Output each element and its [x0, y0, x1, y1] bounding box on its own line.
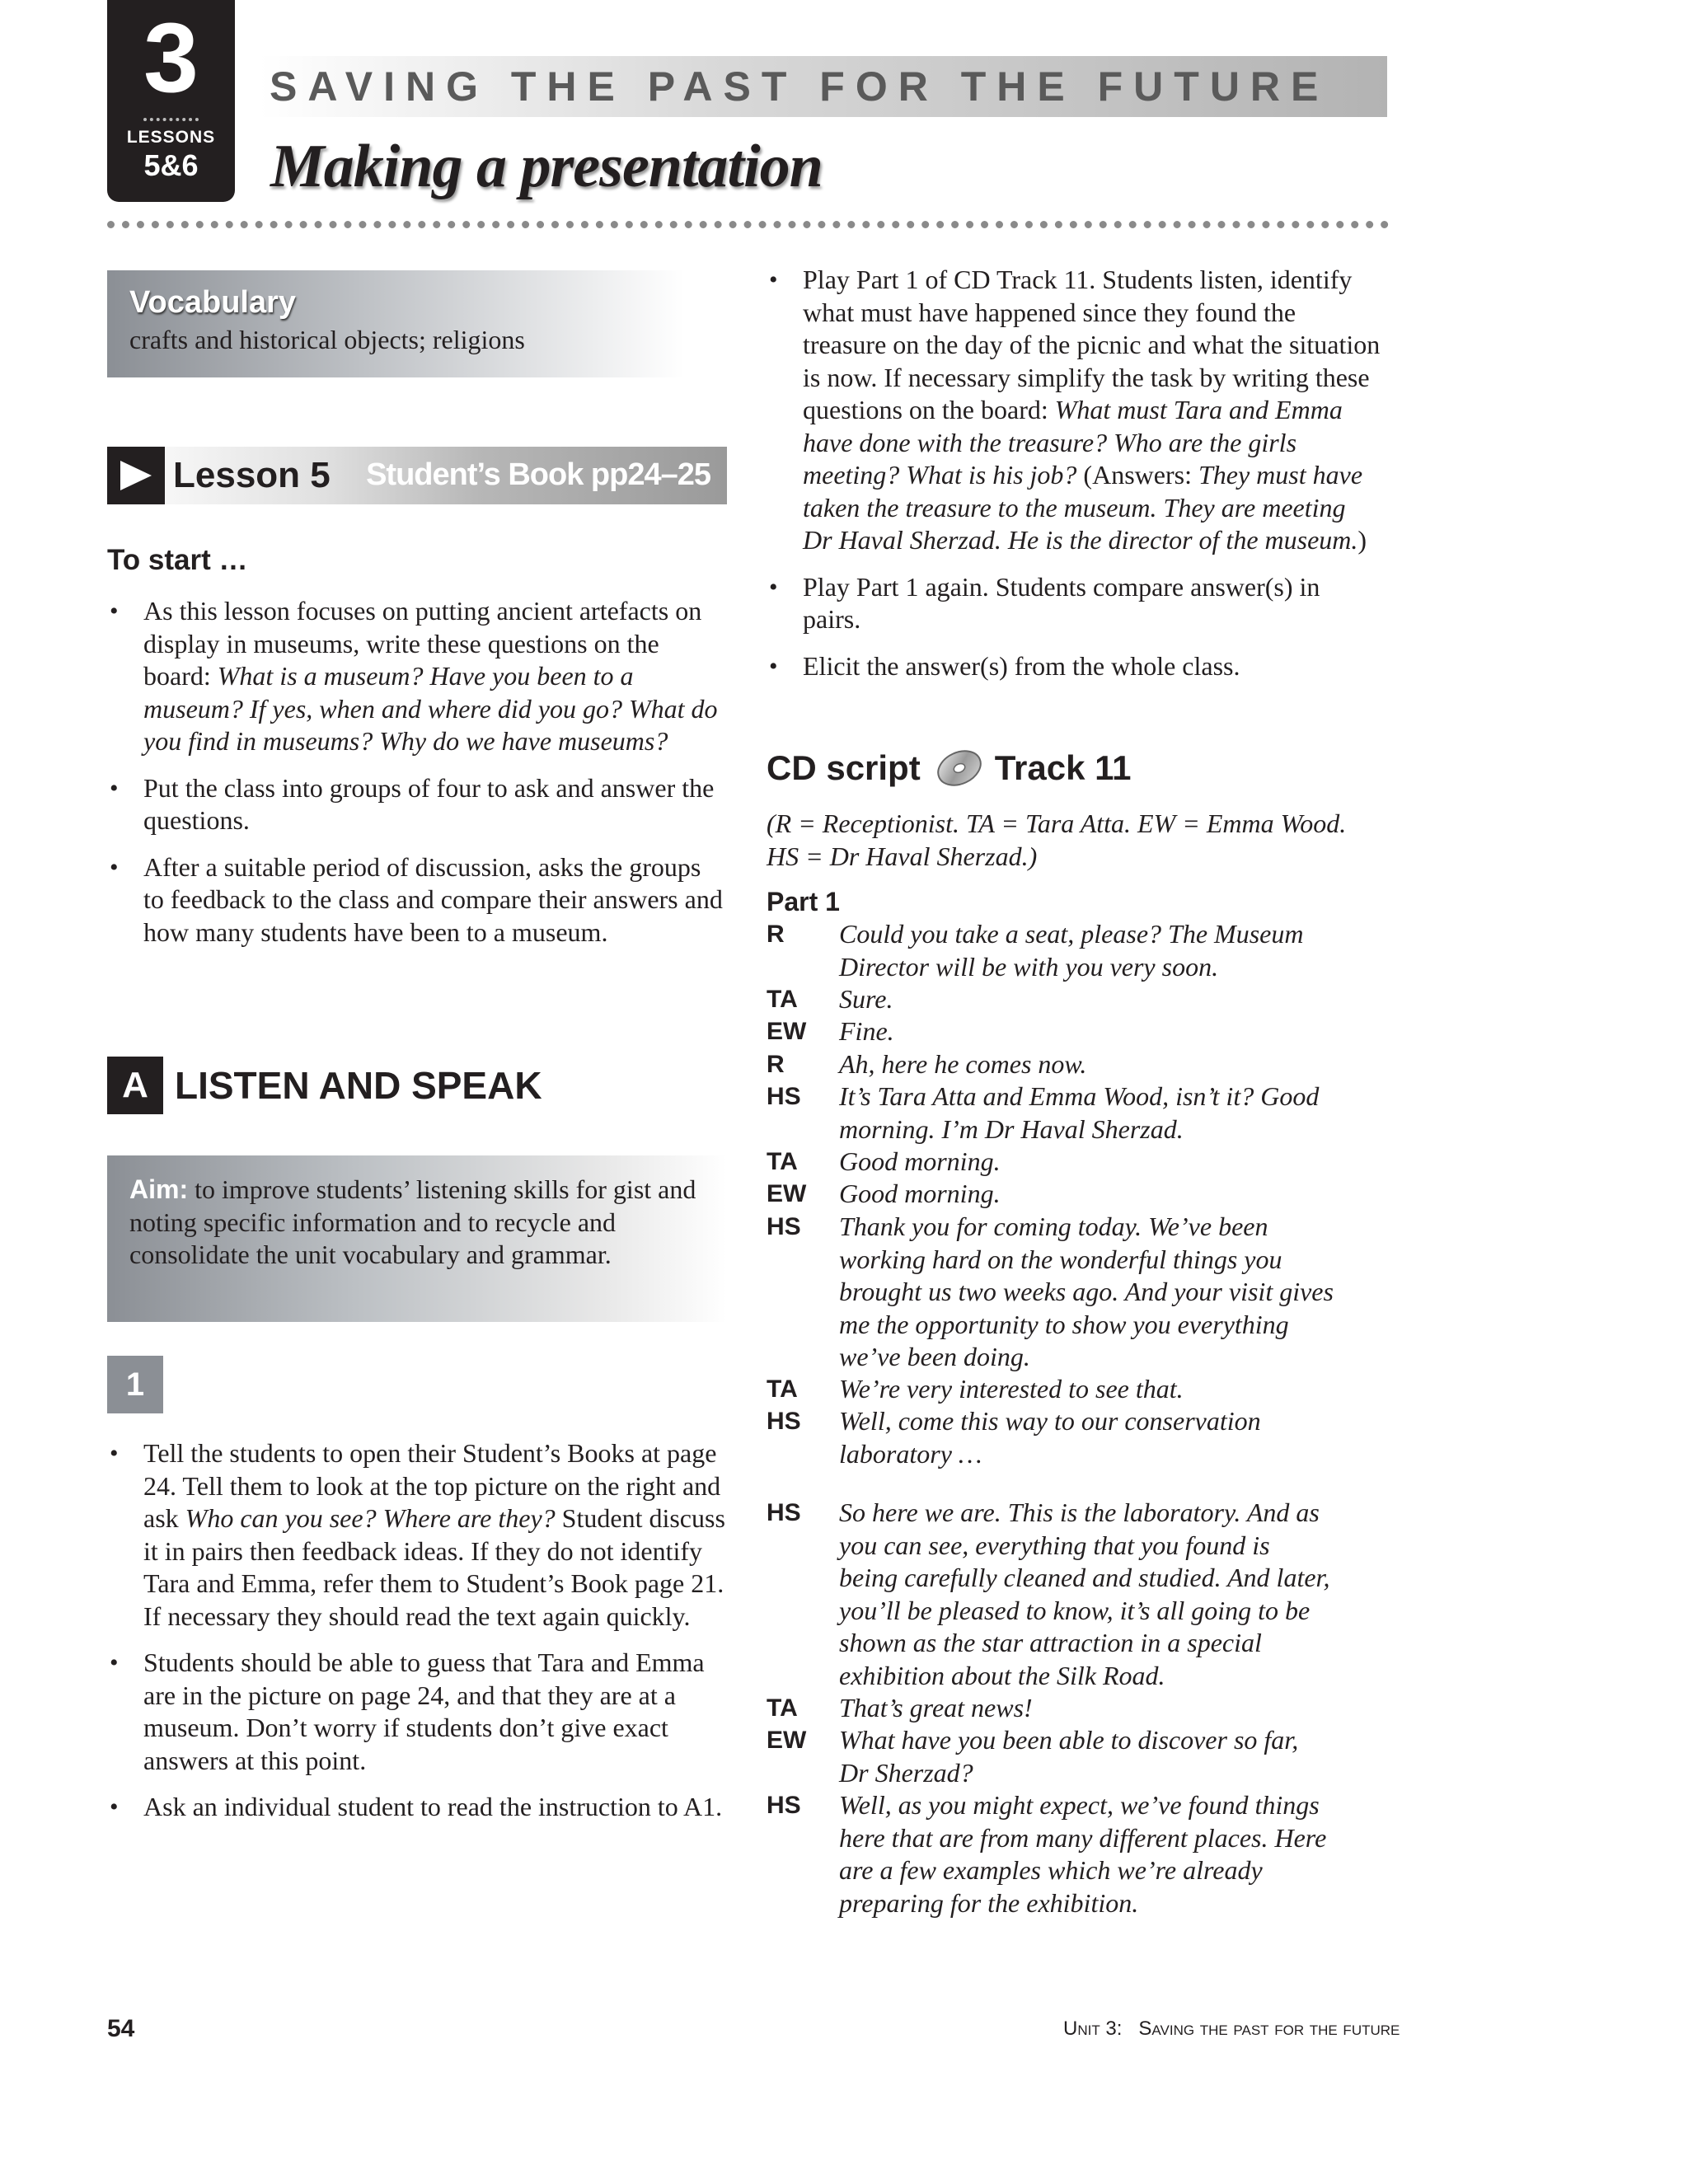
- utterance: What have you been able to discover so far, Dr Sherzad?: [839, 1725, 1299, 1788]
- utterance: Could you take a seat, please? The Museum Director will be with you very soon.: [839, 919, 1304, 982]
- speaker: EW: [767, 1727, 807, 1754]
- part-label: Part 1: [767, 887, 840, 916]
- utterance: That’s great news!: [839, 1693, 1033, 1722]
- item-text: After a suitable period of discussion, asks the groups to feedback to the class and compare their answers and how many students have been to a museum.: [143, 851, 723, 947]
- speaker: R: [767, 1051, 785, 1078]
- item-answers: They must have taken the treasure to the museum. They are meeting Dr Haval Sherzad. He is the director of the museum.: [803, 460, 1363, 555]
- item-text: Elicit the answer(s) from the whole class.: [803, 650, 1240, 681]
- list-item: [767, 571, 1381, 636]
- item-questions: What must Tara and Emma have done with the treasure? Who are the girls meeting? What is his job?: [803, 395, 1343, 490]
- utterance: Well, come this way to our conservation laboratory …: [839, 1406, 1261, 1469]
- exercise-number: 1: [107, 1356, 163, 1413]
- cd-script-heading: [767, 748, 1132, 790]
- cd-script-label: CD script: [767, 748, 921, 787]
- vocabulary-heading: Vocabulary: [129, 285, 297, 320]
- utterance: So here we are. This is the laboratory. And as you can see, everything that you found is being carefully cleaned and studied. And later, you’ll be pleased to know, it’s all going to be shown as the star attraction in a special exhibition about the Silk Road.: [839, 1497, 1330, 1690]
- procedure-list: [767, 264, 1381, 696]
- section-title: LISTEN AND SPEAK: [175, 1064, 542, 1107]
- list-item: [107, 1647, 727, 1777]
- vocabulary-text: crafts and historical objects; religions: [129, 325, 525, 354]
- list-item: [767, 264, 1381, 557]
- speaker: TA: [767, 986, 798, 1013]
- running-footer: [1063, 2018, 1400, 2041]
- theme-banner: [260, 56, 1387, 117]
- item-questions: Who can you see? Where are they?: [185, 1503, 556, 1533]
- aim-description: to improve students’ listening skills for gist and noting specific information and to recycle and consolidate the unit vocabulary and grammar.: [129, 1174, 696, 1269]
- utterance: Well, as you might expect, we’ve found things here that are from many different places. Here are a few examples which we’re already preparing for the exhibition.: [839, 1790, 1327, 1918]
- item-text: Play Part 1 again. Students compare answer(s) in pairs.: [803, 571, 1320, 634]
- lesson-title: Lesson 5: [173, 455, 331, 495]
- speaker: HS: [767, 1083, 801, 1110]
- list-item: [767, 650, 1381, 683]
- utterance: It’s Tara Atta and Emma Wood, isn’t it? Good morning. I’m Dr Haval Sherzad.: [839, 1081, 1320, 1144]
- vocabulary-box: [107, 270, 684, 377]
- speaker: HS: [767, 1499, 801, 1526]
- utterance: Ah, here he comes now.: [839, 1049, 1087, 1079]
- page-number: 54: [107, 2015, 135, 2042]
- cd-icon: [935, 748, 983, 786]
- aim-text: [129, 1174, 698, 1272]
- list-item: [107, 1437, 727, 1633]
- lesson-banner: [107, 447, 727, 504]
- item-text: ): [1357, 525, 1367, 555]
- aim-box: [107, 1155, 727, 1322]
- utterance: Good morning.: [839, 1179, 1001, 1208]
- footer-unit-label: Unit 3:: [1063, 2018, 1123, 2040]
- speaker: TA: [767, 1694, 798, 1722]
- item-text: Play Part 1 of CD Track 11. Students listen, identify what must have happened since they found the treasure on the day of the picnic and what the situation is now. If necessary simplify the task by writing these questions on the board:: [803, 265, 1381, 424]
- speaker: HS: [767, 1408, 801, 1435]
- page-title: Making a presentation: [270, 133, 823, 200]
- to-start-list: [107, 595, 727, 963]
- theme-title: SAVING THE PAST FOR THE FUTURE: [270, 63, 1329, 110]
- list-item: [107, 595, 727, 758]
- item-text: (Answers:: [1076, 460, 1198, 490]
- item-text: Tell the students to open their Student’s Books at page 24. Tell them to look at the top picture on the right and ask: [143, 1438, 721, 1533]
- unit-tab: [107, 0, 235, 202]
- utterance: We’re very interested to see that.: [839, 1374, 1184, 1404]
- item-text: Put the class into groups of four to ask and answer the questions.: [143, 772, 715, 835]
- exercise-1-list: [107, 1437, 727, 1838]
- speaker: TA: [767, 1148, 798, 1175]
- item-text: As this lesson focuses on putting ancient artefacts on display in museums, write these questions on the board:: [143, 596, 702, 691]
- lessons-number: 5&6: [143, 148, 199, 182]
- item-text: Students should be able to guess that Tara and Emma are in the picture on page 24, and that they are at a museum. Don’t worry if students don’t give exact answers at this point.: [143, 1647, 705, 1775]
- unit-number: 3: [143, 2, 199, 113]
- utterance: Sure.: [839, 984, 893, 1014]
- track-label: Track 11: [994, 748, 1132, 787]
- list-item: [107, 1791, 727, 1824]
- utterance: Good morning.: [839, 1146, 1001, 1176]
- utterance: Fine.: [839, 1016, 894, 1046]
- speaker: EW: [767, 1018, 807, 1045]
- book-reference: Student’s Book pp24–25: [366, 457, 710, 492]
- aim-label: Aim:: [129, 1174, 189, 1204]
- lessons-label: LESSONS: [126, 128, 216, 147]
- to-start-heading: To start …: [107, 544, 248, 576]
- speaker: HS: [767, 1792, 801, 1819]
- speaker: EW: [767, 1180, 807, 1207]
- item-questions: What is a museum? Have you been to a museum? If yes, when and where did you go? What do you find in museums? Why do we have museums?: [143, 661, 718, 756]
- section-letter: A: [107, 1057, 163, 1114]
- footer-unit-title: Saving the past for the future: [1138, 2018, 1400, 2040]
- speaker-key: (R = Receptionist. TA = Tara Atta. EW = Emma Wood. HS = Dr Haval Sherzad.): [767, 808, 1347, 871]
- speaker: TA: [767, 1376, 798, 1403]
- list-item: [107, 851, 727, 949]
- speaker: R: [767, 921, 785, 948]
- dotted-divider: [107, 221, 1389, 228]
- play-icon: [120, 461, 152, 490]
- speaker: HS: [767, 1213, 801, 1240]
- item-text: Ask an individual student to read the instruction to A1.: [143, 1792, 723, 1821]
- item-text: Student discuss it in pairs then feedback ideas. If they do not identify Tara and Emma, refer them to Student’s Book page 21. If necessary they should read the text again quickly.: [143, 1503, 725, 1631]
- lesson-marker: [107, 447, 165, 504]
- list-item: [107, 772, 727, 837]
- unit-tab-dots: [143, 118, 199, 121]
- utterance: Thank you for coming today. We’ve been working hard on the wonderful things you brought us two weeks ago. And your visit gives me the opportunity to show you everything we’ve been doing.: [839, 1212, 1334, 1371]
